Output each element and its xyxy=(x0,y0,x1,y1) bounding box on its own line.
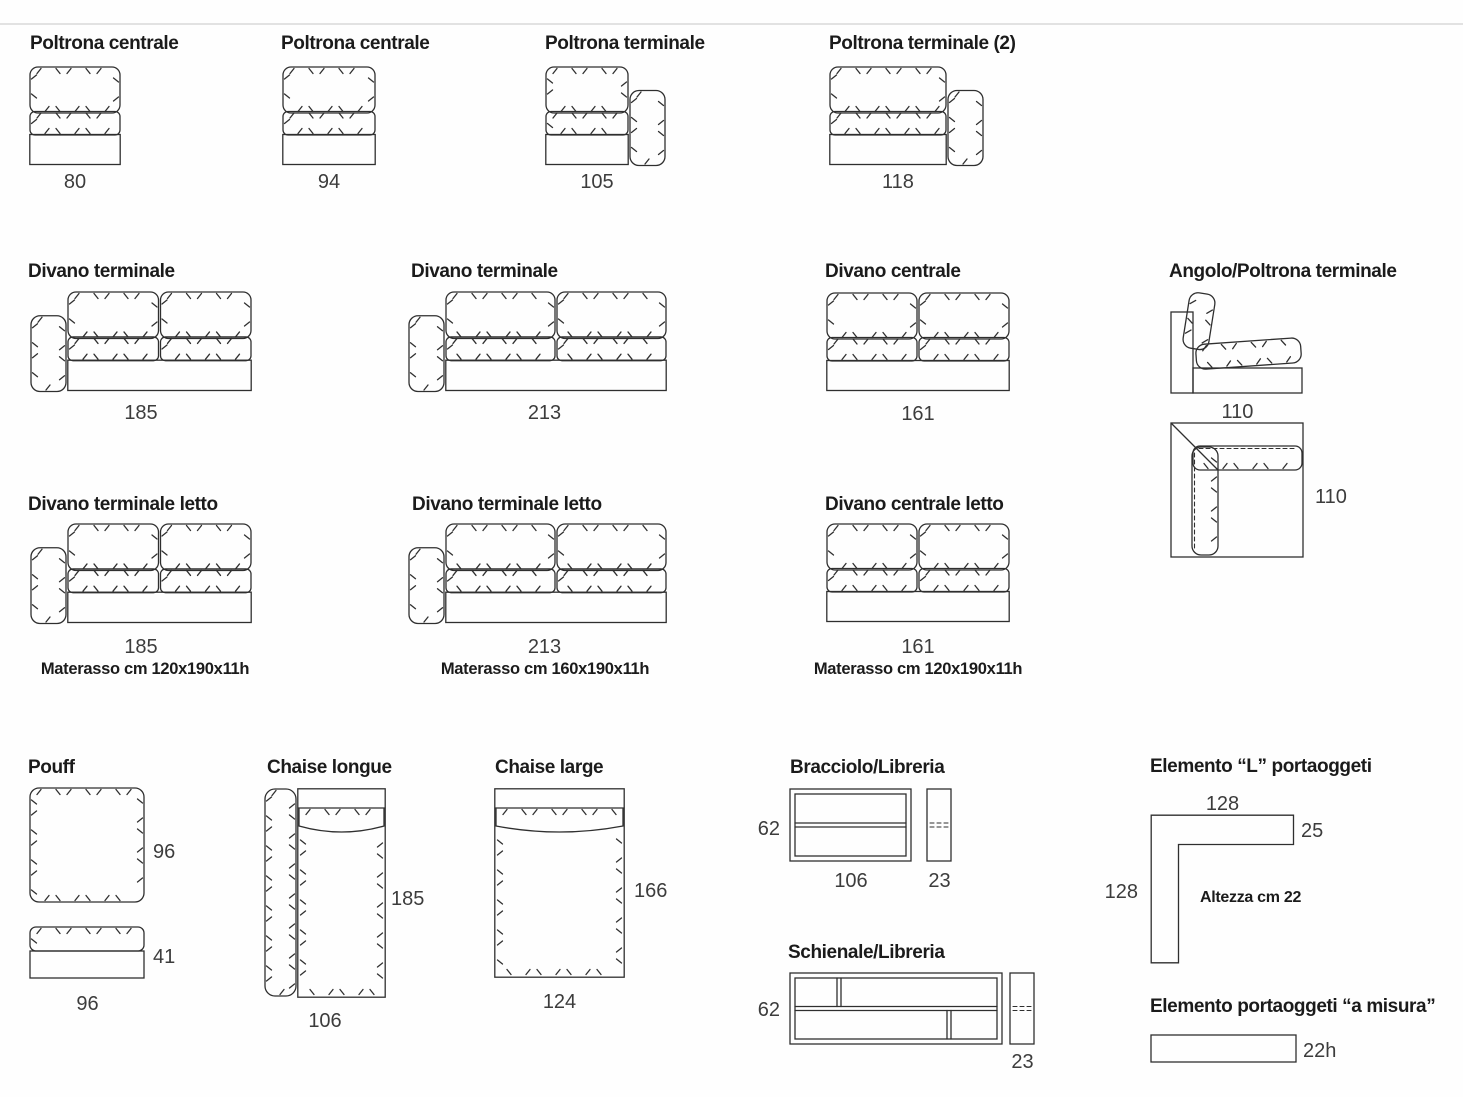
dimension-width-label: 213 xyxy=(527,636,562,658)
dimension-width-label: 94 xyxy=(317,171,341,193)
dimension-width-label: 185 xyxy=(124,402,158,424)
module-title: Divano terminale letto xyxy=(28,494,218,515)
height-note: Altezza cm 22 xyxy=(1200,889,1302,906)
corner-seat-side-view-drawing xyxy=(1170,291,1305,394)
sofa-module-drawing xyxy=(408,291,667,393)
module-title: Elemento “L” portaoggeti xyxy=(1150,756,1372,777)
chaise-top-view-drawing xyxy=(264,788,386,999)
backrest-bookcase-side-drawing xyxy=(1009,972,1036,1046)
module-title: Poltrona terminale xyxy=(545,33,705,54)
dimension-width-label: 106 xyxy=(834,870,868,892)
dimension-height-label: 41 xyxy=(153,946,176,968)
dimension-depth-label: 166 xyxy=(634,880,668,902)
chaise-top-view-drawing xyxy=(494,788,625,979)
dimension-height-label: 62 xyxy=(757,818,780,840)
module-title: Pouff xyxy=(28,757,75,778)
module-title: Divano terminale xyxy=(28,261,175,282)
pouff-top-view-drawing xyxy=(29,787,146,904)
dimension-width-label: 106 xyxy=(308,1010,342,1032)
sofa-module-drawing xyxy=(545,66,666,167)
corner-seat-top-view-drawing xyxy=(1170,422,1304,559)
dimension-height-label: 62 xyxy=(757,999,780,1021)
sofa-module-drawing xyxy=(30,291,252,393)
top-divider xyxy=(0,23,1463,25)
dimension-top-width-label: 128 xyxy=(1205,793,1240,815)
module-title: Chaise large xyxy=(495,757,604,778)
mattress-note: Materasso cm 120x190x11h xyxy=(40,660,250,678)
dimension-depth-label: 185 xyxy=(391,888,425,910)
module-title: Poltrona centrale xyxy=(30,33,179,54)
module-title: Angolo/Poltrona terminale xyxy=(1169,261,1397,282)
module-title: Divano terminale letto xyxy=(412,494,602,515)
armrest-bookcase-front-drawing xyxy=(789,788,913,863)
dimension-width-label: 105 xyxy=(580,171,614,193)
sofa-module-drawing xyxy=(829,66,984,167)
module-title: Poltrona terminale (2) xyxy=(829,33,1016,54)
dimension-height-label: 22h xyxy=(1303,1040,1337,1062)
armrest-bookcase-side-drawing xyxy=(926,788,953,863)
dimension-arm-depth-label: 25 xyxy=(1301,820,1324,842)
module-title: Bracciolo/Libreria xyxy=(790,757,945,778)
dimension-depth-label: 110 xyxy=(1315,486,1347,508)
module-title: Schienale/Libreria xyxy=(788,942,945,963)
sofa-bed-module-drawing xyxy=(30,523,252,625)
sofa-module-drawing xyxy=(29,66,121,167)
dimension-width-label: 161 xyxy=(901,636,935,658)
module-title: Chaise longue xyxy=(267,757,392,778)
mattress-note: Materasso cm 120x190x11h xyxy=(813,660,1023,678)
dimension-width-label: 96 xyxy=(76,993,99,1015)
dimension-width-label: 118 xyxy=(882,171,914,193)
sofa-module-drawing xyxy=(826,292,1010,393)
dimension-depth-label: 96 xyxy=(153,841,176,863)
module-title: Divano terminale xyxy=(411,261,558,282)
custom-element-drawing xyxy=(1150,1034,1298,1064)
module-title: Divano centrale letto xyxy=(825,494,1004,515)
dimension-depth-label: 23 xyxy=(1011,1051,1034,1073)
backrest-bookcase-front-drawing xyxy=(789,972,1004,1046)
dimension-width-label: 80 xyxy=(63,171,87,193)
dimension-depth-label: 23 xyxy=(928,870,951,892)
sofa-module-drawing xyxy=(282,66,376,167)
module-title: Divano centrale xyxy=(825,261,961,282)
pouff-side-view-drawing xyxy=(29,926,146,980)
dimension-width-label: 161 xyxy=(901,403,935,425)
dimension-width-label: 124 xyxy=(542,991,577,1013)
dimension-width-label: 185 xyxy=(124,636,158,658)
module-title: Elemento portaoggeti “a misura” xyxy=(1150,996,1436,1017)
module-title: Poltrona centrale xyxy=(281,33,430,54)
dimension-width-label: 213 xyxy=(527,402,562,424)
dimension-width-label: 110 xyxy=(1221,401,1254,423)
dimension-side-width-label: 128 xyxy=(1104,881,1138,903)
sofa-bed-module-drawing xyxy=(826,523,1010,624)
sofa-bed-module-drawing xyxy=(408,523,667,625)
mattress-note: Materasso cm 160x190x11h xyxy=(440,660,650,678)
